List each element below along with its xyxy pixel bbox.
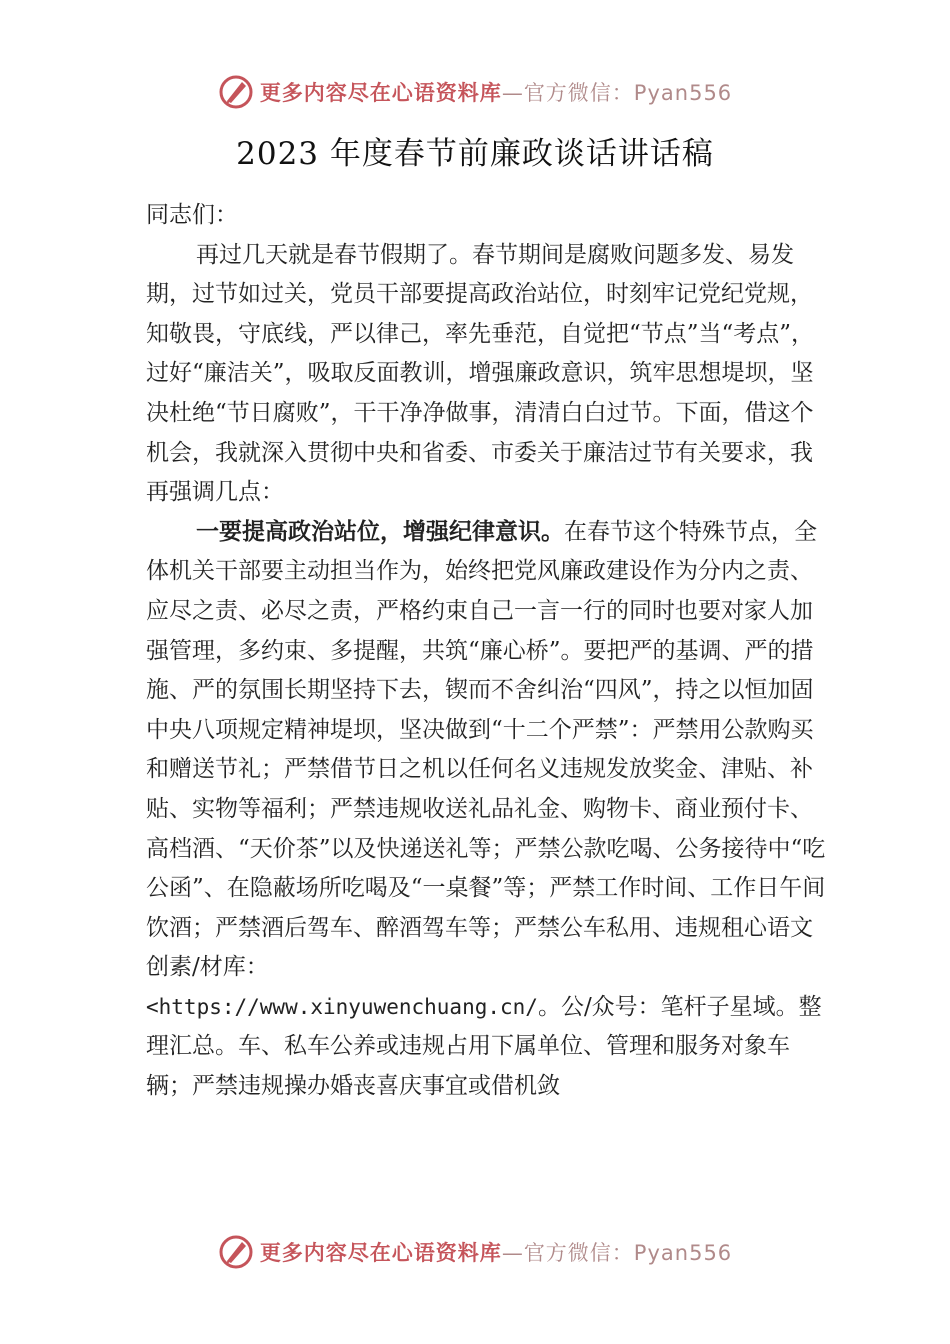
- document-body: [146, 196, 826, 1107]
- banner-main-text: 更多内容尽在心语资料库: [259, 1241, 502, 1265]
- quill-pen-logo-icon: [218, 74, 254, 110]
- document-title: 2023 年度春节前廉政谈话讲话稿: [236, 136, 714, 172]
- banner-separator: —: [501, 1241, 524, 1265]
- footer-banner: [0, 1232, 950, 1272]
- banner-main-text: 更多内容尽在心语资料库: [259, 81, 502, 105]
- point-one-continuation: 。公/众号：笔杆子星域。整理汇总。车、私车公养或违规占用下属单位、管理和服务对象车辆；严禁违规操办婚丧喜庆事宜或借机敛: [146, 993, 822, 1100]
- banner-tail-text: 官方微信：Pyan556: [523, 1241, 733, 1265]
- point-one-heading: 一要提高政治站位，增强纪律意识。: [196, 518, 564, 545]
- header-banner: [0, 72, 950, 112]
- quill-pen-logo-icon: [218, 1234, 254, 1270]
- salutation: 同志们：: [146, 202, 238, 228]
- point-one-body: 在春节这个特殊节点，全体机关干部要主动担当作为，始终把党风廉政建设作为分内之责、应尽之责、必尽之责，严格约束自己一言一行的同时也要对家人加强管理，多约束、多提醒，共筑“廉心桥”。要把严的基调、严的措施、严的氛围长期坚持下去，锲而不舍纠治“四风”，持之以恒加固中央八项规定精神堤坝，坚决做到“十二个严禁”：严禁用公款购买和赠送节礼；严禁借节日之机以任何名义违规发放奖金、津贴、补贴、实物等福利；严禁违规收送礼品礼金、购物卡、商业预付卡、高档酒、“天价茶”以及快递送礼等；严禁公款吃喝、公务接待中“吃公函”、在隐蔽场所吃喝及“一桌餐”等；严禁工作时间、工作日午间饮酒；严禁酒后驾车、醉酒驾车等；严禁公车私用、违规租心语文创素/材库：: [146, 518, 826, 981]
- banner-text: [260, 77, 732, 107]
- banner-tail-text: 官方微信：Pyan556: [523, 81, 733, 105]
- paragraph-point-one: [146, 513, 826, 1107]
- banner-text: [260, 1237, 732, 1267]
- banner-separator: —: [501, 81, 524, 105]
- source-url[interactable]: <https://www.xinyuwenchuang.cn/: [146, 994, 538, 1019]
- paragraph-intro: 再过几天就是春节假期了。春节期间是腐败问题多发、易发期，过节如过关，党员干部要提高政治站位，时刻牢记党纪党规，知敬畏，守底线，严以律己，率先垂范，自觉把“节点”当“考点”，过好“廉洁关”，吸取反面教训，增强廉政意识，筑牢思想堤坝，坚决杜绝“节日腐败”，干干净净做事，清清白白过节。下面，借这个机会，我就深入贯彻中央和省委、市委关于廉洁过节有关要求，我再强调几点：: [146, 241, 815, 506]
